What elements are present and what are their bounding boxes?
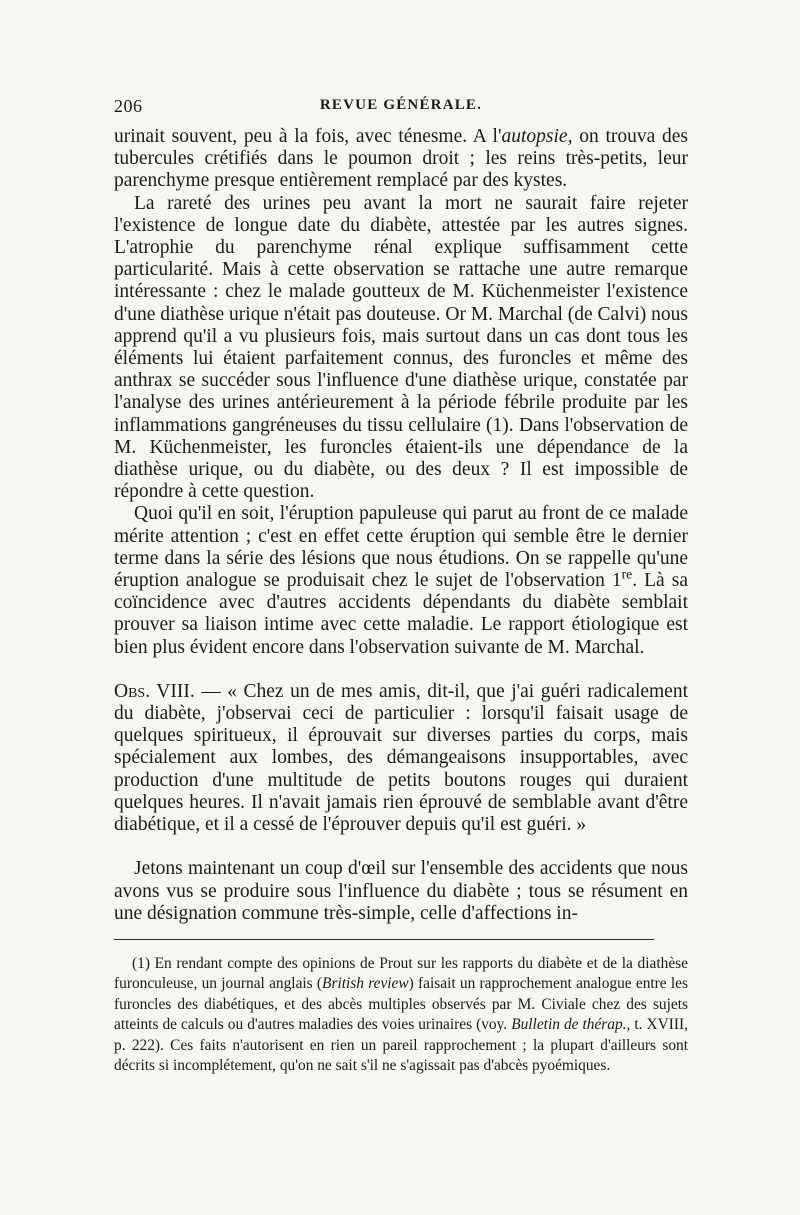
text-run: Quoi qu'il en soit, l'éruption papuleuse qui parut au front de ce malade mérite attention ; c'est en effet cette éruption qui semble être le dernier terme dans la série des lésions que nous étudions. On se rappelle qu'une éruption analogue se produisait chez le sujet de l'observation 1 [114,503,688,592]
footnote-divider [114,939,654,940]
body-text [114,126,688,925]
observation-quote: — « Chez un de mes amis, dit-il, que j'ai guéri radicalement du diabète, j'observai ceci de particulier : lorsqu'il faisait usage de quelques spiritueux, il éprouvait sur diverses parties du corps, mais spécialement aux lombes, des démangeaisons insupportables, avec production d'une multitude de petits boutons rouges qui duraient quelques heures. Il n'avait jamais rien éprouvé de semblable avant d'être diabétique, et il a cessé de l'éprouver depuis qu'il est guéri. » [114,680,689,836]
paragraph-continuation [114,126,688,193]
paragraph: La rareté des urines peu avant la mort ne saurait faire rejeter l'existence de longue date du diabète, attestée par les autres signes. L'atrophie du parenchyme rénal explique suffisamment cette particularité. Mais à cette observation se rattache une autre remarque intéressante : chez le malade goutteux de M. Küchenmeister l'existence d'une diathèse urique n'était pas douteuse. Or M. Marchal (de Calvi) nous apprend qu'il a vu plusieurs fois, mais surtout dans un cas dont tous les éléments lui étaient parfaitement connus, des furoncles et même des anthrax se succéder sous l'influence d'une diathèse urique, constatée par l'analyse des urines antérieurement à la période fébrile produite par les inflammations gangréneuses du tissu cellulaire (1). Dans l'observation de M. Küchenmeister, les furoncles étaient-ils une dépendance de la diathèse urique, ou du diabète, ou des deux ? Il est impossible de répondre à cette question. [114,192,688,503]
paragraph [114,503,688,658]
superscript: re [621,566,633,582]
book-page [114,96,688,1076]
page-header [114,96,688,126]
observation-paragraph [114,681,688,836]
text-run: . Là sa coïncidence avec d'autres accidents dépendants du diabète semblait prouver sa liaison intime avec cette maladie. Le rapport étiologique est bien plus évident encore dans l'observation suivante de M. Marchal. [114,570,688,658]
text-run: , t. XVIII, p. 222). Ces faits n'autorisent en rien un pareil rapprochement ; la plupart d'ailleurs sont décrits si incomplétement, qu'on ne sait s'il ne s'agissait pas d'abcès pyoémiques. [114,1016,689,1074]
running-title: REVUE GÉNÉRALE. [319,97,483,113]
text-run: on trouva des tubercules crétifiés dans le poumon droit ; les reins très-petits, leur parenchyme presque entièrement remplacé par des kystes. [114,126,688,192]
page-number: 206 [114,96,143,116]
footnote [114,954,688,1076]
paragraph: Jetons maintenant un coup d'œil sur l'ensemble des accidents que nous avons vus se produire sous l'influence du diabète ; tous se résument en une désignation commune très-simple, celle d'affections in- [114,858,688,924]
italic-term: autopsie, [501,126,573,147]
italic-term: Bulletin de thérap. [511,1016,627,1034]
text-run: ) faisait un rapprochement analogue entre les furoncles des diabétiques, et des abcès multiples observés par M. Civiale chez des sujets atteints de calculs ou d'autres maladies des voies urinaires (voy. [114,975,688,1034]
text-run: (1) En rendant compte des opinions de Prout sur les rapports du diabète et de la diathèse furonculeuse, un journal anglais ( [114,954,688,993]
observation-label: Obs. VIII. [114,680,195,702]
italic-term: British review [322,975,409,993]
text-run: urinait souvent, peu à la fois, avec ténesme. A l' [114,126,502,147]
